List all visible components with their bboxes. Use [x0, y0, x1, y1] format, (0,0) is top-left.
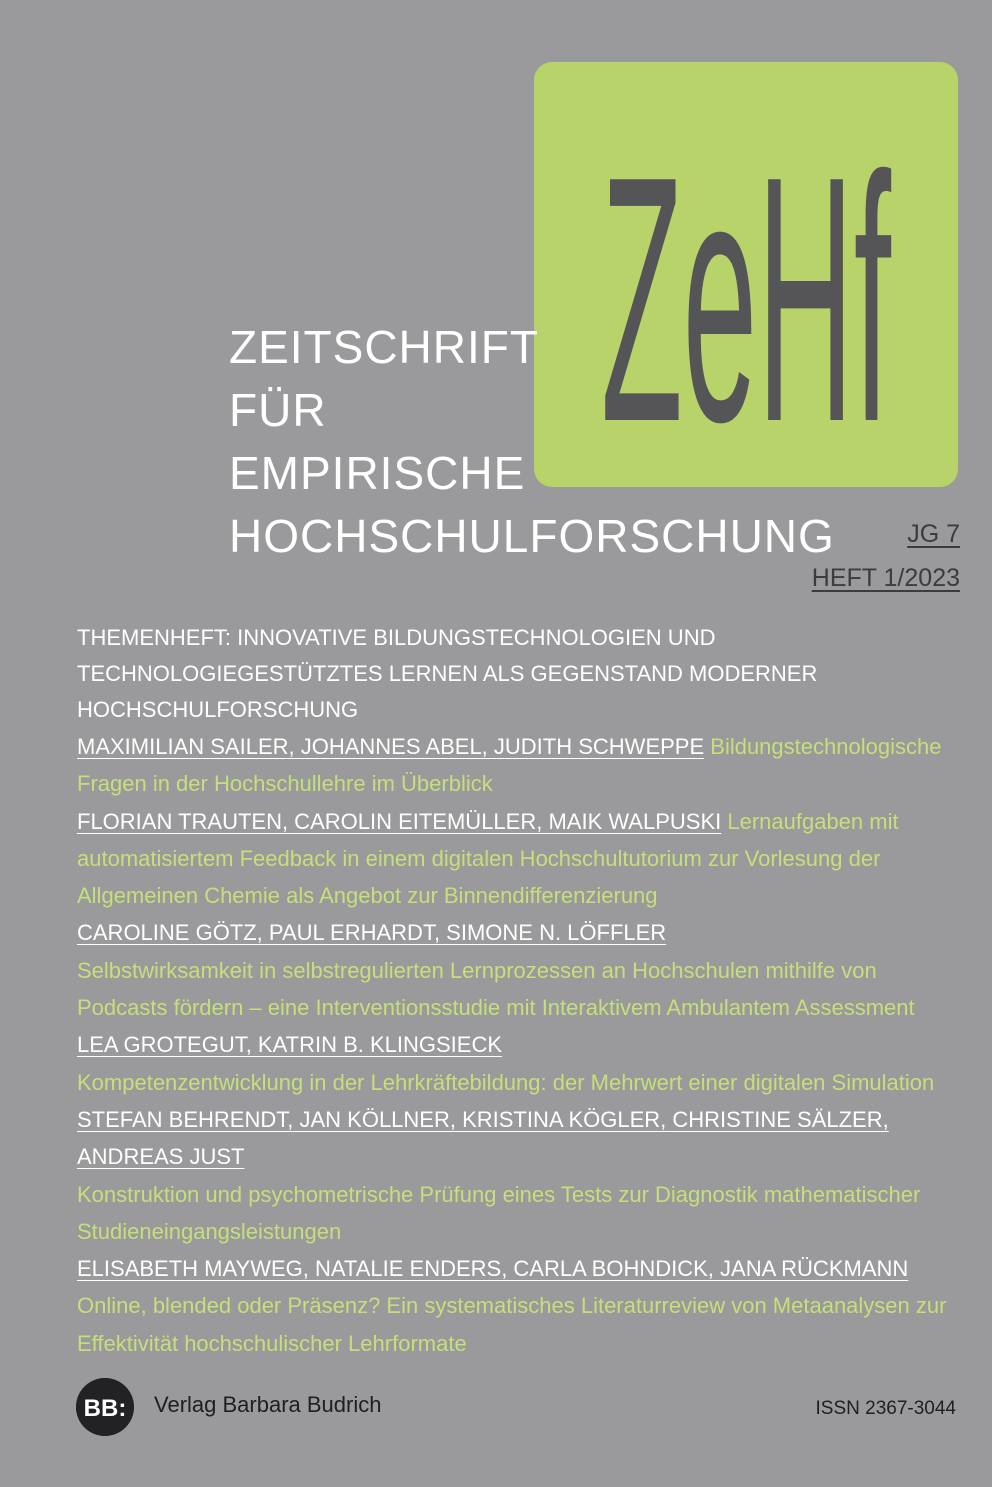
article-entry	[77, 1250, 972, 1362]
table-of-contents	[77, 728, 972, 1362]
article-entry	[77, 728, 972, 803]
theme-heading: THEMENHEFT: INNOVATIVE BILDUNGSTECHNOLOGIEN UND TECHNOLOGIEGESTÜTZTES LERNEN ALS GEGENSTAND MODERNER HOCHSCHULFORSCHUNG	[77, 625, 818, 722]
title-line: EMPIRISCHE	[229, 447, 526, 499]
article-authors: FLORIAN TRAUTEN, CAROLIN EITEMÜLLER, MAIK WALPUSKI	[77, 808, 722, 834]
publisher-name: Verlag Barbara Budrich	[154, 1392, 382, 1417]
publisher-logo-text: BB:	[83, 1395, 127, 1422]
issn-label: ISSN 2367-3044	[815, 1398, 956, 1419]
article-title: Kompetenzentwicklung in der Lehrkräftebildung: der Mehrwert einer digitalen Simulation	[77, 1069, 935, 1095]
title-line: FÜR	[229, 384, 327, 436]
journal-title	[229, 316, 835, 568]
article-authors: CAROLINE GÖTZ, PAUL ERHARDT, SIMONE N. LÖFFLER	[77, 920, 667, 946]
article-authors: MAXIMILIAN SAILER, JOHANNES ABEL, JUDITH SCHWEPPE	[77, 734, 705, 759]
article-title: Selbstwirksamkeit in selbstregulierten Lernprozessen an Hochschulen mithilfe von Podcasts fördern – eine Interventionsstudie mit Interaktivem Ambulantem Assessment	[77, 957, 915, 1021]
article-authors: LEA GROTEGUT, KATRIN B. KLINGSIECK	[77, 1032, 503, 1058]
publisher-logo-icon	[76, 1378, 134, 1436]
title-line: ZEITSCHRIFT	[229, 321, 539, 373]
article-entry	[77, 1026, 972, 1101]
article-title: Bildungstechnologische Fragen in der Hochschullehre im Überblick	[77, 734, 942, 797]
article-title: Lernaufgaben mit automatisiertem Feedback in einem digitalen Hochschultutorium zur Vorlesung der Allgemeinen Chemie als Angebot zur Binnendifferenzierung	[77, 808, 899, 909]
article-authors: ELISABETH MAYWEG, NATALIE ENDERS, CARLA BOHNDICK, JANA RÜCKMANN	[77, 1256, 909, 1282]
title-line: HOCHSCHULFORSCHUNG	[229, 510, 835, 562]
article-title: Konstruktion und psychometrische Prüfung eines Tests zur Diagnostik mathematischer Studieneingangsleistungen	[77, 1181, 921, 1244]
issue-number-label: HEFT 1/2023	[811, 564, 960, 592]
article-title: Online, blended oder Präsenz? Ein systematisches Literaturreview von Metaanalysen zur Effektivität hochschulischer Lehrformate	[77, 1293, 947, 1356]
volume-label: JG 7	[907, 520, 960, 548]
article-entry	[77, 1101, 972, 1250]
article-authors: STEFAN BEHRENDT, JAN KÖLLNER, KRISTINA KÖGLER, CHRISTINE SÄLZER, ANDREAS JUST	[77, 1106, 889, 1170]
article-entry	[77, 803, 972, 915]
zehf-logo-text: ZeHf	[601, 104, 892, 487]
article-entry	[77, 914, 972, 1026]
